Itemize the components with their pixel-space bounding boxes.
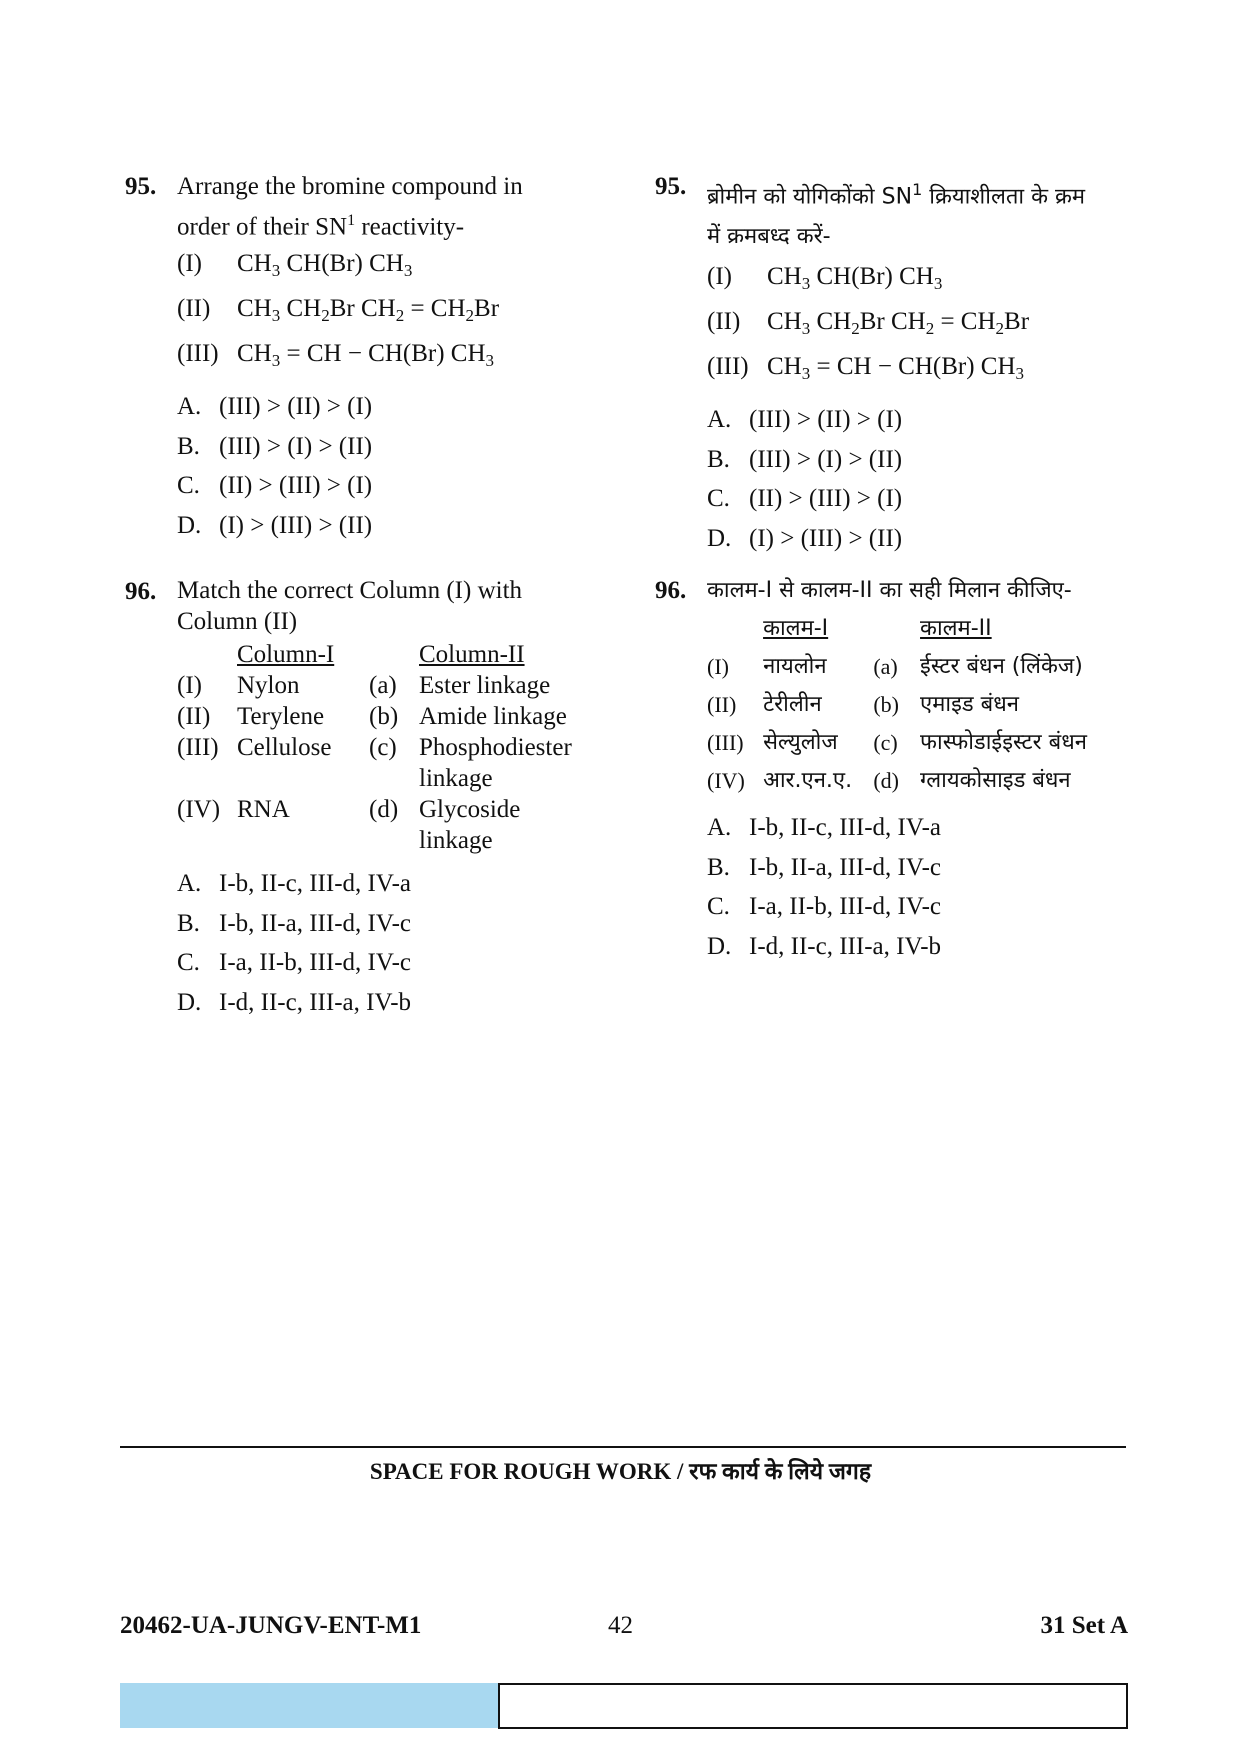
english-column xyxy=(125,170,605,1022)
match-row: (IV) आर.एन.ए. (d) ग्लायकोसाइड बंधन xyxy=(707,768,1071,794)
match-row: (II) Terylene (b) Amide linkage xyxy=(177,703,567,731)
answer-options xyxy=(177,387,605,545)
question-number: 96. xyxy=(125,578,157,606)
question-text: Match the correct Column (I) with Column (II) xyxy=(177,577,523,636)
question-95-en xyxy=(125,170,605,545)
option-d[interactable]: D. (I) > (III) > (II) xyxy=(707,524,903,552)
set-label: 31 Set A xyxy=(1040,1612,1128,1639)
compound-formula: $CH_3$ $CH_2Br$ $CH_2 = CH_2Br$ xyxy=(237,295,500,326)
option-b[interactable]: B. (III) > (I) > (II) xyxy=(177,432,373,460)
option-a[interactable]: A. (III) > (II) > (I) xyxy=(177,393,373,421)
compound-formula: $CH_3$ $CH_2Br$ $CH_2 = CH_2Br$ xyxy=(767,308,1030,339)
option-d[interactable]: D. (I) > (III) > (II) xyxy=(177,511,373,539)
question-number: 95. xyxy=(125,173,157,200)
match-header: Column-I Column-II xyxy=(237,641,525,669)
option-b[interactable]: B. (III) > (I) > (II) xyxy=(707,445,903,473)
rough-work-label: SPACE FOR ROUGH WORK / रफ कार्य के लिये जगह xyxy=(369,1459,872,1484)
option-c[interactable]: C. I-a, II-b, III-d, IV-c xyxy=(707,893,942,921)
match-row: (II) टेरीलीन (b) एमाइड बंधन xyxy=(707,692,1019,718)
compound-formula: $CH_3$ CH(Br) $CH_3$ xyxy=(767,263,943,294)
option-a[interactable]: A. I-b, II-c, III-d, IV-a xyxy=(177,870,412,898)
match-row: (I) Nylon (a) Ester linkage xyxy=(177,672,551,700)
match-table xyxy=(707,610,1135,800)
page-number: 42 xyxy=(608,1612,633,1639)
match-table xyxy=(177,639,605,856)
match-header: कालम-I कालम-II xyxy=(763,616,992,642)
answer-options xyxy=(177,864,605,1022)
option-b[interactable]: B. I-b, II-a, III-d, IV-c xyxy=(707,853,942,881)
compound-formula: $CH_3$ CH(Br) $CH_3$ xyxy=(237,250,413,281)
option-c[interactable]: C. I-a, II-b, III-d, IV-c xyxy=(177,949,412,977)
answer-options xyxy=(707,808,1135,966)
option-a[interactable]: A. I-b, II-c, III-d, IV-a xyxy=(707,814,942,842)
option-d[interactable]: D. I-d, II-c, III-a, IV-b xyxy=(707,932,942,960)
question-text: ब्रोमीन को योगिकोंको $SN^1$ क्रियाशीलता के क्रम में क्रमबध्द करें- xyxy=(707,180,1086,250)
option-a[interactable]: A. (III) > (II) > (I) xyxy=(707,406,903,434)
question-96-en xyxy=(125,575,605,1022)
compound-2: (II) $CH_3$ $CH_2Br$ $CH_2 = CH_2Br$ xyxy=(707,304,1135,347)
question-number: 95. xyxy=(655,173,687,200)
compound-3: (III) $CH_3$ = CH − CH(Br) $CH_3$ xyxy=(177,336,605,379)
option-c[interactable]: C. (II) > (III) > (I) xyxy=(707,485,903,513)
compound-2: (II) $CH_3$ $CH_2Br$ $CH_2 = CH_2Br$ xyxy=(177,291,605,334)
compound-formula: $CH_3$ = CH − CH(Br) $CH_3$ xyxy=(237,340,495,371)
match-row: (III) Cellulose (c) Phosphodiester linkage xyxy=(177,734,572,793)
answer-options xyxy=(707,400,1135,558)
paper-code: 20462-UA-JUNGV-ENT-M1 xyxy=(120,1612,422,1639)
question-number: 96. xyxy=(655,577,687,605)
compound-1: (I) $CH_3$ CH(Br) $CH_3$ xyxy=(707,259,1135,302)
question-96-hi xyxy=(655,574,1135,966)
footer-color-bar xyxy=(120,1683,498,1728)
footer-empty-box xyxy=(498,1683,1128,1729)
option-b[interactable]: B. I-b, II-a, III-d, IV-c xyxy=(177,909,412,937)
rough-work-divider xyxy=(120,1446,1126,1448)
option-c[interactable]: C. (II) > (III) > (I) xyxy=(177,472,373,500)
question-95-hi xyxy=(655,170,1135,558)
compound-1: (I) $CH_3$ CH(Br) $CH_3$ xyxy=(177,246,605,289)
match-row: (IV) RNA (d) Glycoside linkage xyxy=(177,796,521,855)
question-text: Arrange the bromine compound in order of their $SN^1$ reactivity- xyxy=(177,173,523,241)
compound-formula: $CH_3$ = CH − CH(Br) $CH_3$ xyxy=(767,353,1025,384)
compound-3: (III) $CH_3$ = CH − CH(Br) $CH_3$ xyxy=(707,349,1135,392)
hindi-column xyxy=(655,170,1135,966)
match-row: (III) सेल्युलोज (c) फास्फोडाईइस्टर बंधन xyxy=(707,730,1087,756)
question-text: कालम-I से कालम-II का सही मिलान कीजिए- xyxy=(707,578,1072,604)
option-d[interactable]: D. I-d, II-c, III-a, IV-b xyxy=(177,988,412,1016)
match-row: (I) नायलोन (a) ईस्टर बंधन (लिंकेज) xyxy=(707,654,1083,680)
